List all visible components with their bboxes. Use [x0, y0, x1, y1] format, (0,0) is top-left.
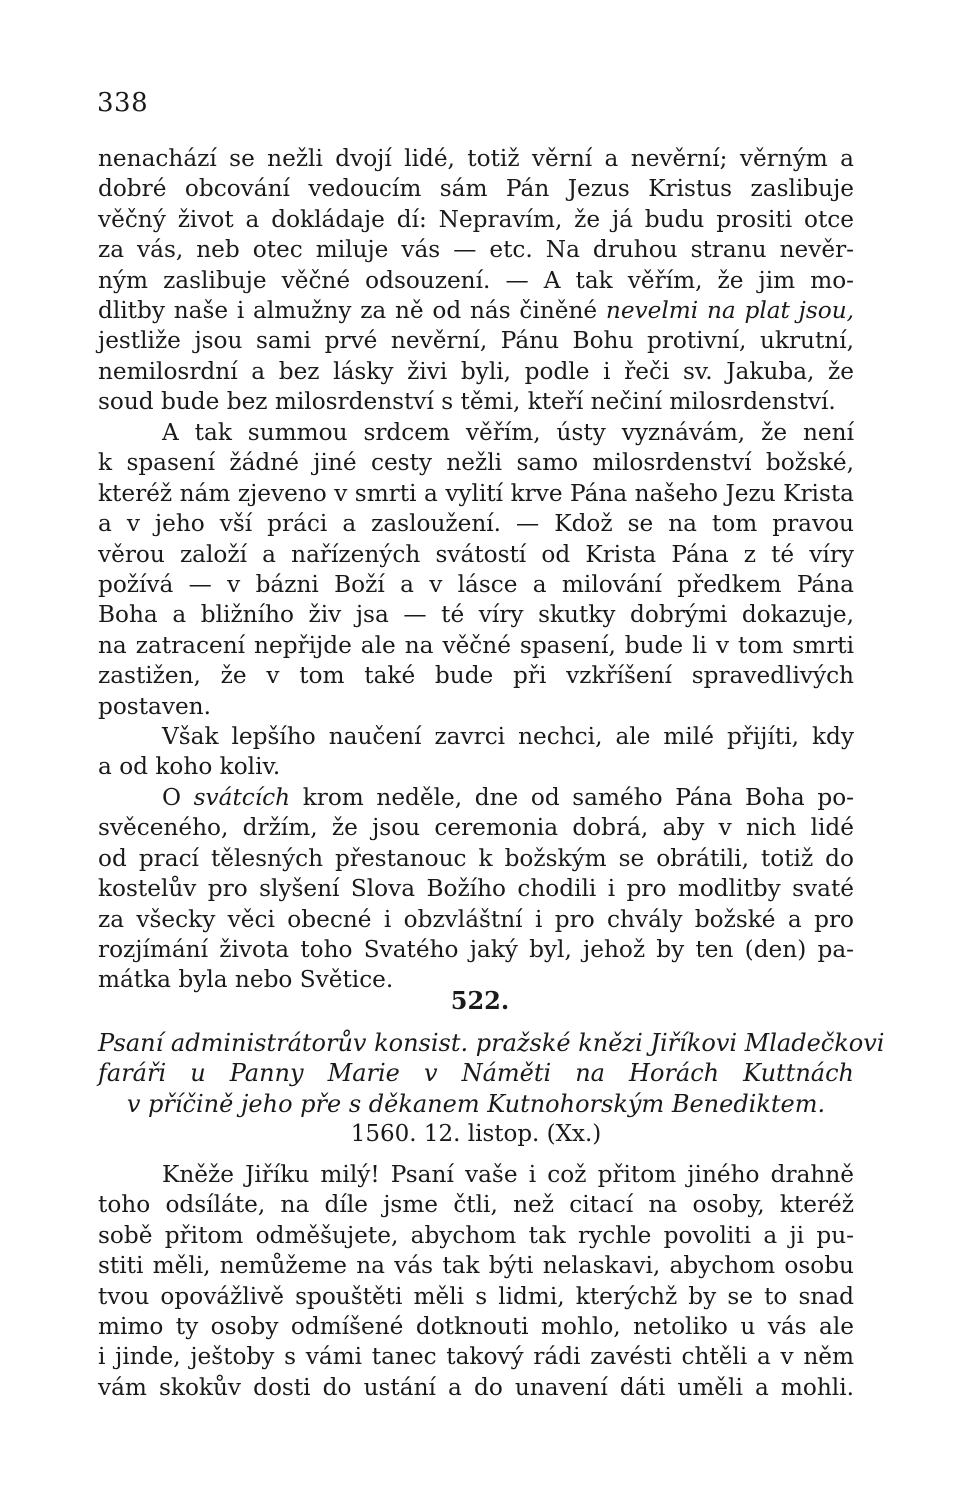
text-line: nenachází se nežli dvojí lidé, totiž věrní a nevěrní; věrným a [98, 145, 854, 172]
text-line: toho odsíláte, na díle jsme čtli, než citací na osoby, kteréž [98, 1191, 854, 1219]
text-line: kostelův pro slyšení Slova Božího chodili i pro modlitby svaté [98, 875, 854, 903]
letter-body [98, 1160, 854, 1403]
text-line: za všecky věci obecné i obzvláštní i pro chvály božské a pro [98, 905, 854, 933]
text-line: a v jeho vší práci a zasloužení. — Kdož se na tom pravou [98, 510, 854, 538]
text-line: mátka byla nebo Světice. [98, 966, 394, 994]
text-line: za vás, neb otec miluje vás — etc. Na druhou stranu nevěr- [98, 236, 854, 264]
paragraph-1 [98, 144, 854, 418]
paragraph-4 [98, 783, 854, 996]
text-line: stiti měli, nemůžeme na vás tak býti nelaskavi, abychom osobu [98, 1252, 854, 1280]
heading-line: v příčině jeho pře s děkanem Kutnohorským Benediktem. [126, 1089, 826, 1118]
heading-date: 1560. 12. listop. (Xx.) [350, 1121, 602, 1148]
text-line: zastižen, že v tom také bude při vzkříšení spravedlivých [98, 662, 854, 690]
text-line: i jinde, ještoby s vámi tanec takový rádi zavésti chtěli a v něm [98, 1343, 854, 1371]
text-line: A tak summou srdcem věřím, ústy vyznávám, že není [162, 419, 854, 446]
text-line-with-italic: O svátcích krom neděle, dne od samého Pána Boha po- [162, 784, 854, 811]
heading-line: faráři u Panny Marie v Náměti na Horách Kuttnách [98, 1059, 854, 1088]
text-line: a od koho koliv. [98, 753, 281, 781]
text-line: svěceného, držím, že jsou ceremonia dobrá, aby v nich lidé [98, 814, 854, 842]
text-line: Boha a bližního živ jsa — té víry skutky dobrými dokazuje, [98, 601, 854, 629]
heading-line: Psaní administrátorův konsist. pražské knězi Jiříkovi Mladečkovi [98, 1029, 885, 1057]
page-number: 338 [97, 88, 149, 118]
text-line: věčný život a dokládaje dí: Nepravím, že já budu prositi otce [98, 205, 854, 233]
text-line: postaven. [98, 692, 211, 720]
text-line: tvou opovážlivě spouštěti měli s lidmi, kterýchž by se to snad [98, 1282, 854, 1310]
text-line: Kněže Jiříku milý! Psaní vaše i což přitom jiného drahně [162, 1161, 854, 1188]
paragraph-3 [98, 722, 854, 783]
letter-number: 522. [450, 986, 510, 1015]
text-line: požívá — v bázni Boží a v lásce a milování předkem Pána [98, 570, 854, 598]
text-line: dobré obcování vedoucím sám Pán Jezus Kristus zaslibuje [98, 175, 854, 203]
text-line: nemilosrdní a bez lásky živi byli, podle i řeči sv. Jakuba, že [98, 357, 854, 385]
text-line: k spasení žádné jiné cesty nežli samo milosrdenství božské, [98, 449, 854, 477]
italic-phrase: nevelmi na plat jsou, [605, 296, 854, 324]
text-line: kteréž nám zjeveno v smrti a vylití krve Pána našeho Jezu Krista [98, 479, 854, 507]
text-line: rozjímání života toho Svatého jaký byl, jehož by ten (den) pa- [98, 935, 854, 963]
letter-heading [98, 1028, 885, 1150]
text-line: mimo ty osoby odmíšené dotknouti mohlo, netoliko u vás ale [98, 1312, 854, 1340]
italic-phrase: svátcích [193, 784, 291, 811]
text-line: od prací tělesných přestanouc k božským se obrátili, totiž do [98, 844, 854, 872]
text-line: Však lepšího naučení zavrci nechci, ale milé přijíti, kdy [162, 723, 854, 750]
text-line: vám skokův dosti do ustání a do unavení dáti uměli a mohli. [98, 1373, 854, 1401]
text-line: sobě přitom odměšujete, abychom tak rychle povoliti a ji pu- [98, 1221, 854, 1249]
paragraph-2 [98, 418, 854, 722]
text-line-with-italic: dlitby naše i almužny za ně od nás činěné nevelmi na plat jsou, [98, 296, 854, 324]
text-line: soud bude bez milosrdenství s těmi, kteří nečiní milosrdenství. [98, 388, 836, 416]
text-line: na zatracení nepřijde ale na věčné spasení, bude li v tom smrti [98, 631, 854, 659]
text-line: jestliže jsou sami prvé nevěrní, Pánu Bohu protivní, ukrutní, [98, 327, 854, 355]
text-line: ným zaslibuje věčné odsouzení. — A tak věřím, že jim mo- [98, 266, 854, 294]
text-line: věrou založí a nařízených svátostí od Krista Pána z té víry [98, 540, 854, 568]
